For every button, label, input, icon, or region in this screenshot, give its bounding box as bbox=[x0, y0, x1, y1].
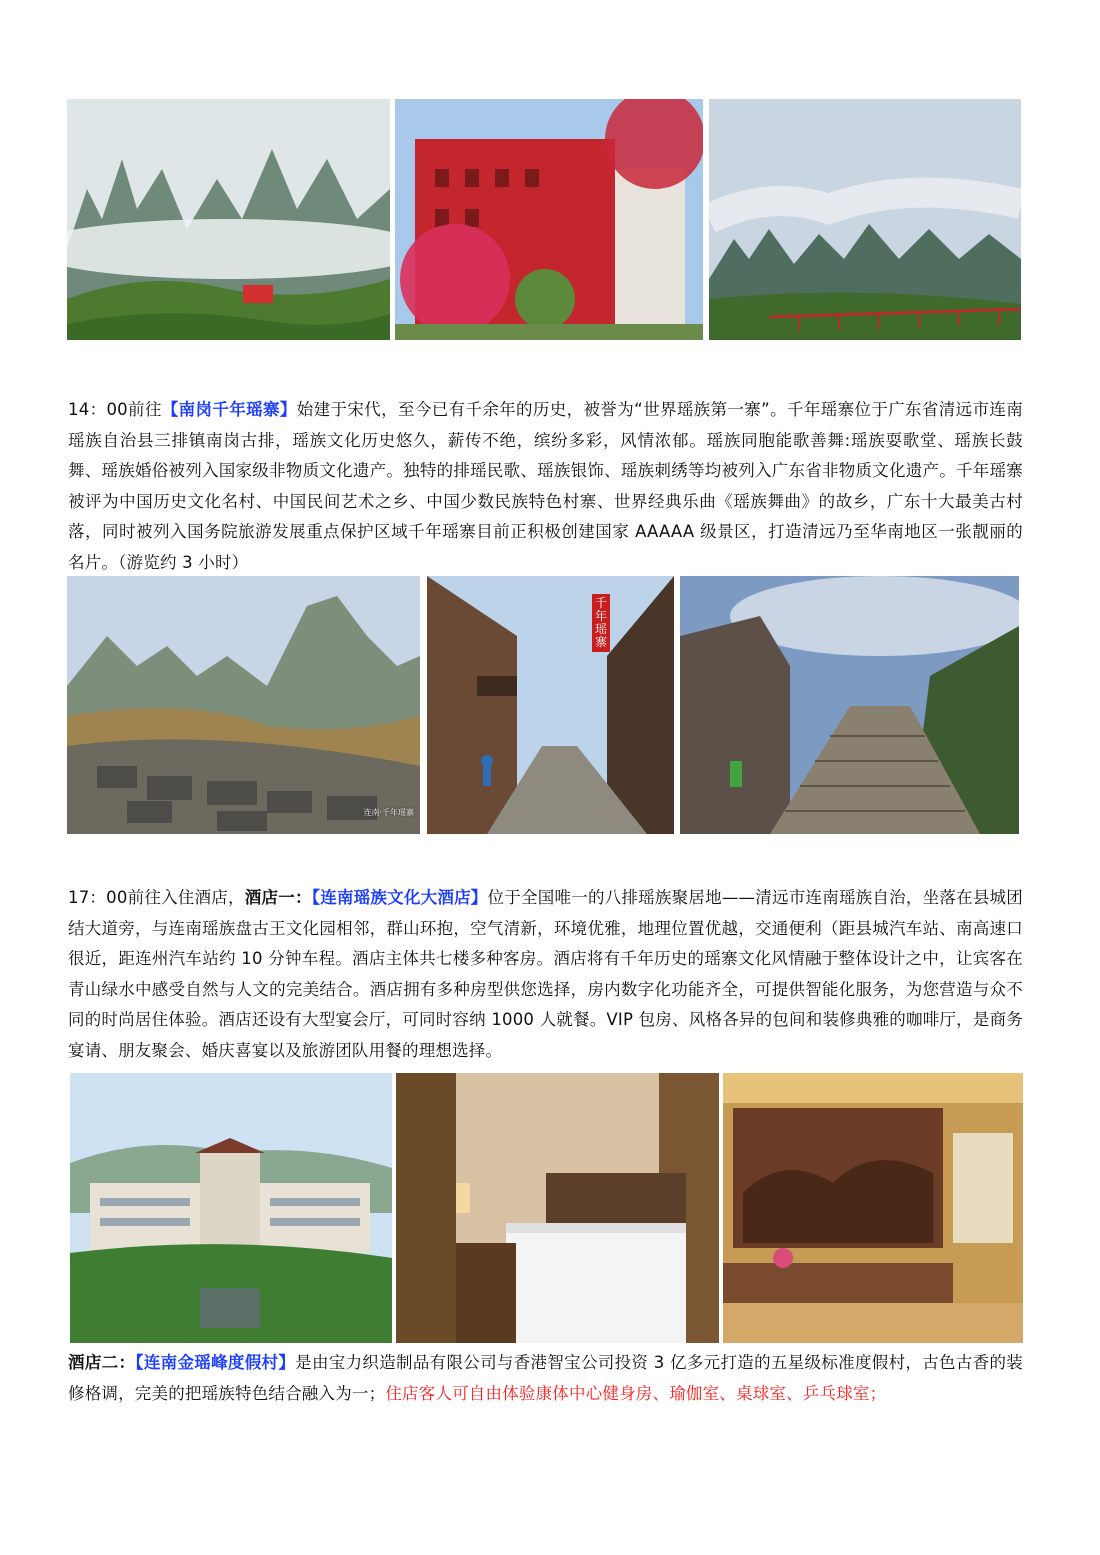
attraction-description: 始建于宋代，至今已有千余年的历史，被誉为“世界瑶族第一寨”。千年瑶寨位于广东省清远市连南瑶族自治县三排镇南岗古排，瑶族文化历史悠久，薪传不绝，缤纷多彩，风情浓郁。瑶族同胞能歌善舞:瑶族耍歌堂、瑶族长鼓舞、瑶族婚俗被列入国家级非物质文化遗产。独特的排瑶民歌、瑶族银饰、瑶族刺绣等均被列入广东省非物质文化遗产。千年瑶寨被评为中国历史文化名村、中国民间艺术之乡、中国少数民族特色村寨、世界经典乐曲《瑶族舞曲》的故乡，广东十大最美古村落，同时被列入国务院旅游发展重点保护区域千年瑶寨目前正积极创建国家 AAAAA 级景区，打造清远乃至华南地区一张靓丽的名片。（游览约 3 小时） bbox=[68, 400, 1023, 572]
attraction-paragraph bbox=[68, 395, 1023, 578]
hotel-one-label: 酒店一： bbox=[244, 888, 312, 907]
hotel-two-paragraph bbox=[68, 1348, 1023, 1409]
hotel-one-name: 【连南瑶族文化大酒店】 bbox=[311, 888, 488, 907]
seal-text: 千年瑶寨 bbox=[592, 594, 610, 652]
checkin-label: 前往入住酒店， bbox=[127, 888, 245, 907]
photo-hotel-room bbox=[396, 1073, 719, 1343]
attraction-name: 【南岗千年瑶寨】 bbox=[161, 400, 297, 419]
watermark-text: 连南·千年瑶寨 bbox=[363, 808, 414, 817]
photo-hotel-lobby bbox=[723, 1073, 1023, 1343]
hotel-one-description: 位于全国唯一的八排瑶族聚居地——清远市连南瑶族自治，坐落在县城团结大道旁，与连南瑶族盘古王文化园相邻，群山环抱，空气清新，环境优雅，地理位置优越，交通便利（距县城汽车站、南高速口很近，距连州汽车站约 10 分钟车程。酒店主体共七楼多种客房。酒店将有千年历史的瑶寨文化风情融于整体设计之中，让宾客在青山绿水中感受自然与人文的完美结合。酒店拥有多种房型供您选择，房内数字化功能齐全，可提供智能化服务，为您营造与众不同的时尚居住体验。酒店还设有大型宴会厅，可同时容纳 1000 人就餐。VIP 包房、风格各异的包间和装修典雅的咖啡厅，是商务宴请、朋友聚会、婚庆喜宴以及旅游团队用餐的理想选择。 bbox=[68, 888, 1023, 1060]
photo-village-street bbox=[427, 576, 674, 834]
time-label: 17：00 bbox=[68, 888, 128, 907]
photo-hotel-exterior bbox=[70, 1073, 392, 1343]
photo-mountain-viewing-platform bbox=[709, 99, 1021, 340]
hotel-two-name: 【连南金瑶峰度假村】 bbox=[135, 1353, 296, 1372]
hotel-two-amenities: 住店客人可自由体验康体中心健身房、瑜伽室、桌球室、乒乓球室； bbox=[385, 1383, 887, 1403]
photo-red-building-trees bbox=[395, 99, 703, 340]
go-label: 前往 bbox=[127, 400, 162, 419]
hotel-two-description: 是由宝力织造制品有限公司与香港智宝公司投资 3 亿多元打造的五星级标准度假村，古色古香的装修格调，完美的把瑶族特色结合融入为一； bbox=[68, 1353, 1024, 1403]
hotel-one-paragraph bbox=[68, 883, 1023, 1066]
hotel-two-label: 酒店二： bbox=[68, 1353, 136, 1372]
photo-yao-village-panorama bbox=[67, 576, 420, 834]
photo-stone-steps bbox=[680, 576, 1019, 834]
time-label: 14：00 bbox=[68, 400, 128, 419]
photo-misty-karst-mountains bbox=[67, 99, 390, 340]
